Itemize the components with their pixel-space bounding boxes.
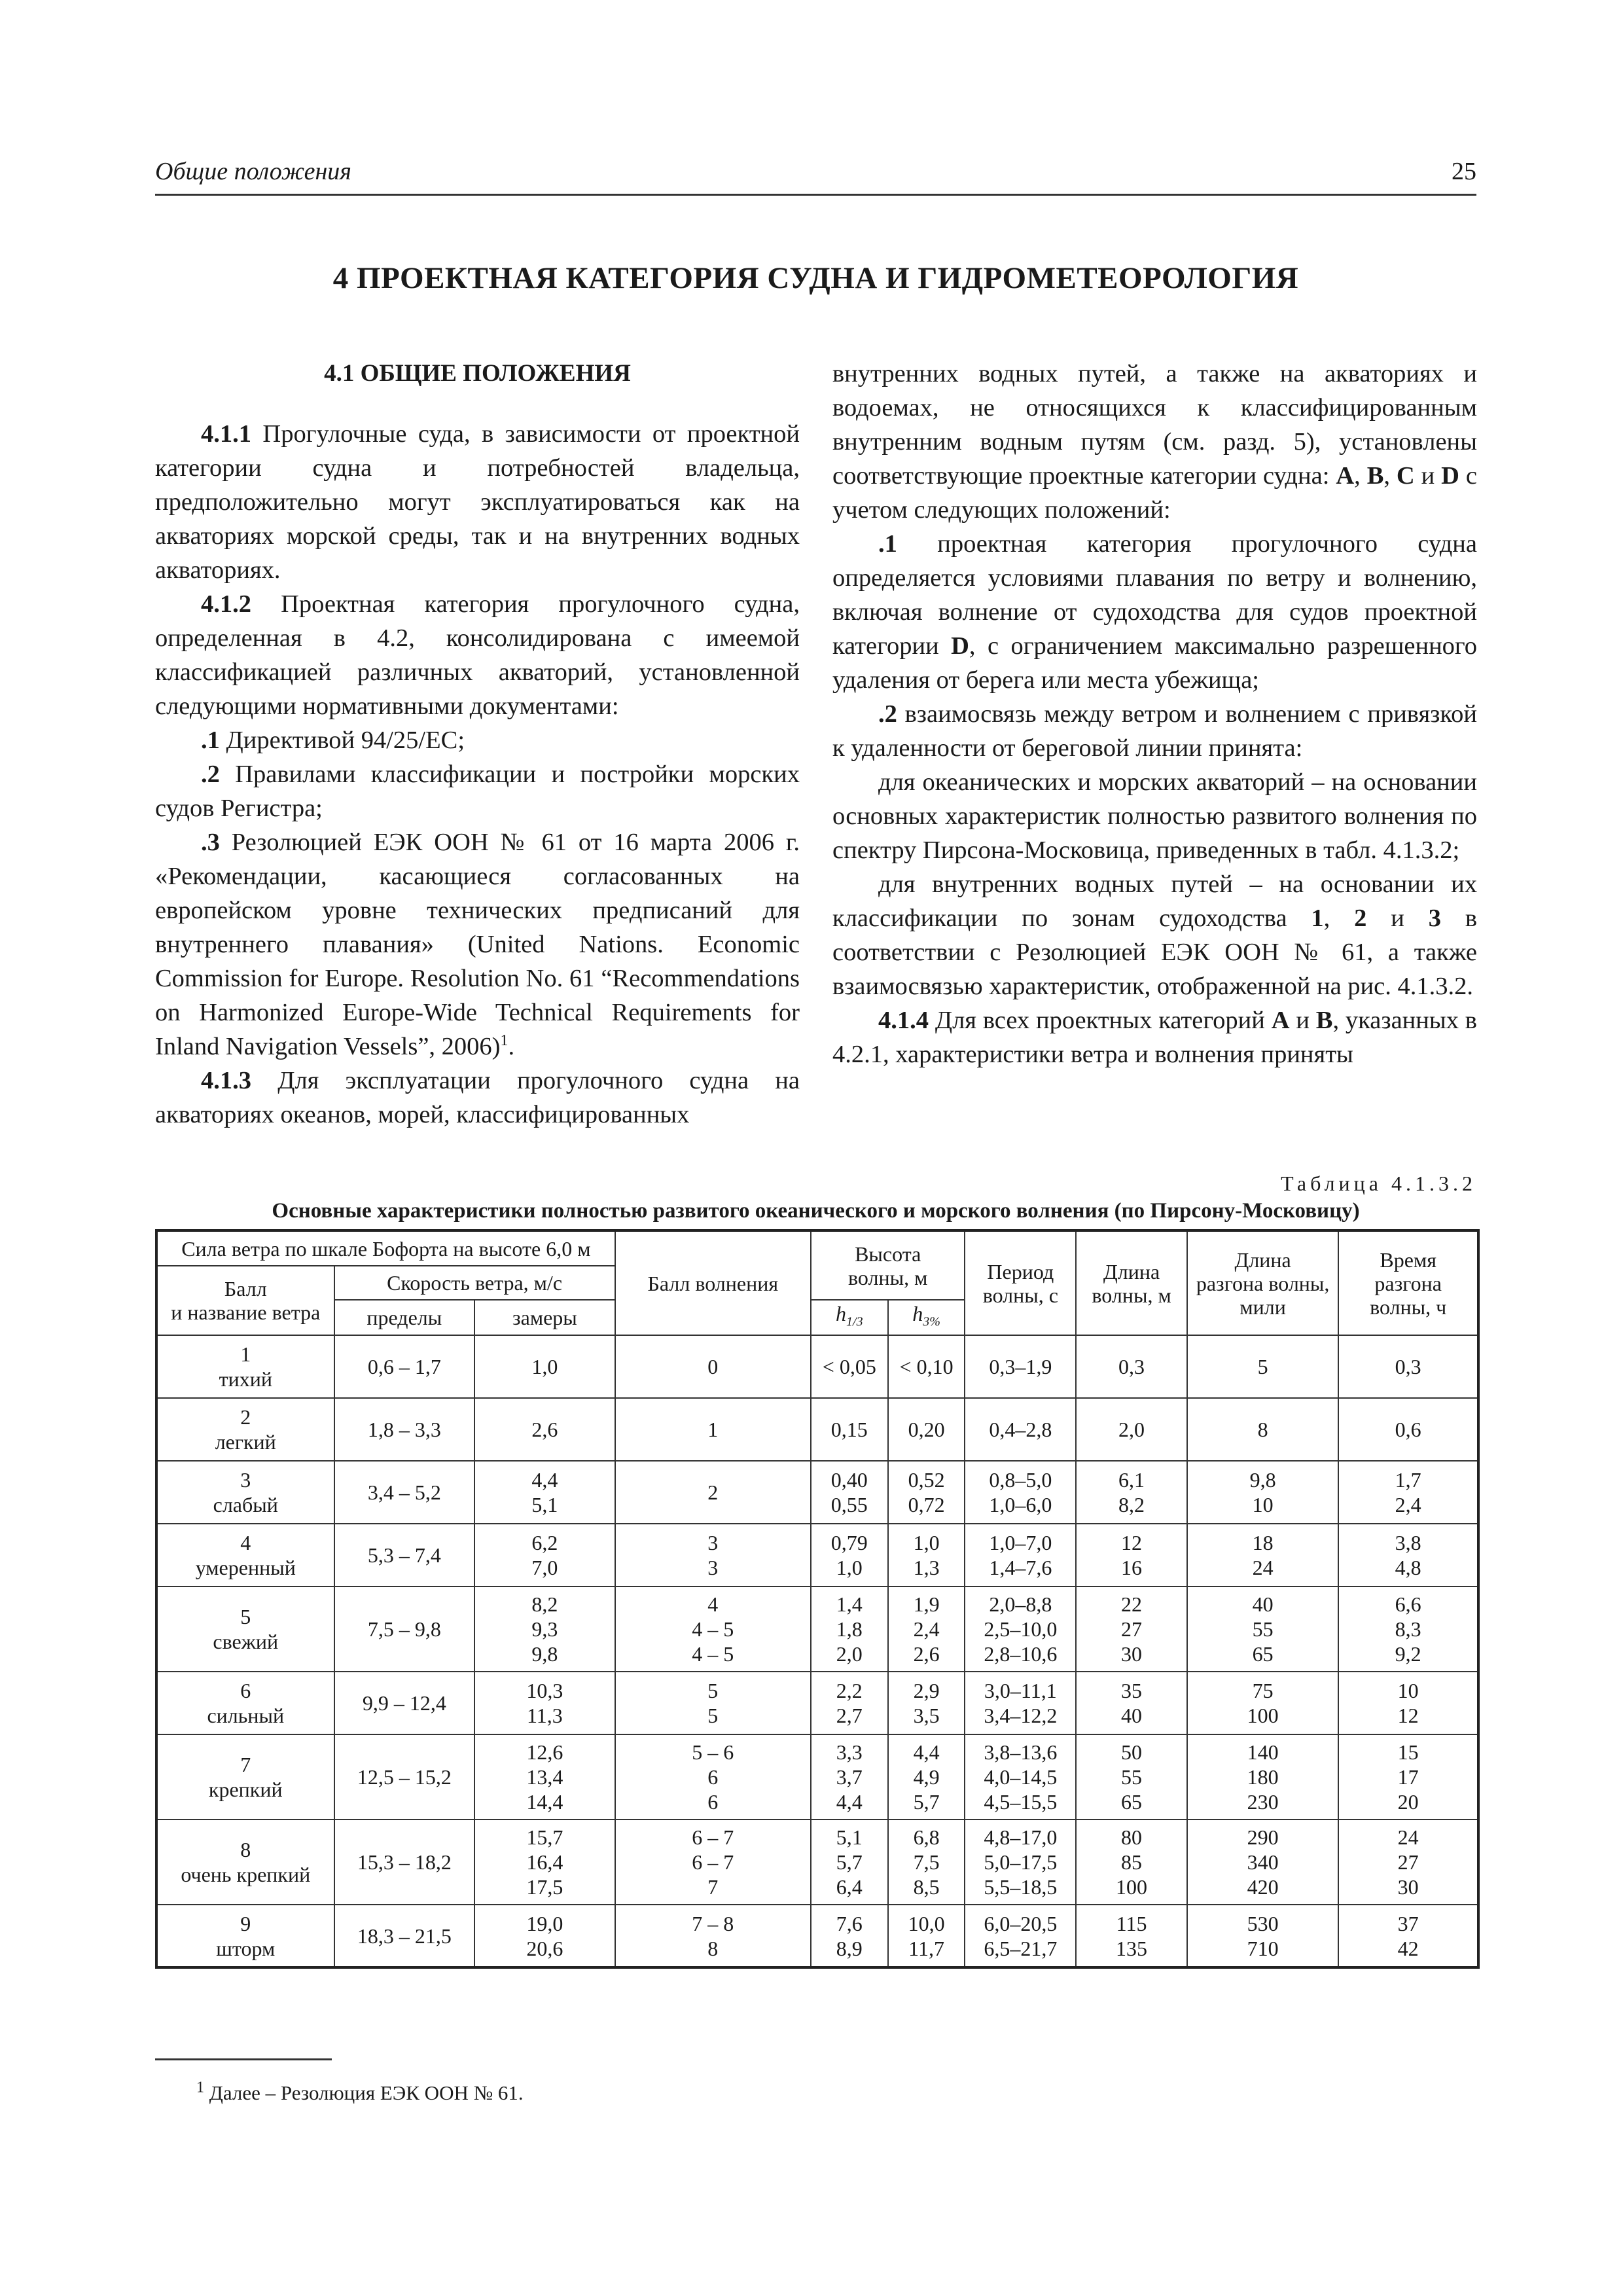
cell-wave: 0 [615, 1335, 811, 1398]
cell-h13: 1,4 1,8 2,0 [811, 1587, 888, 1672]
cell-h13: < 0,05 [811, 1335, 888, 1398]
section-title: 4.1 ОБЩИЕ ПОЛОЖЕНИЯ [324, 360, 631, 387]
cell-fetch: 530 710 [1187, 1905, 1338, 1967]
list-item-3 [155, 825, 800, 1064]
cell-h3: 0,52 0,72 [888, 1461, 965, 1524]
category-c: С [1396, 462, 1415, 490]
cell-measured: 8,2 9,3 9,8 [474, 1587, 615, 1672]
cell-ball: 1 тихий [156, 1335, 334, 1398]
cell-h3: 10,0 11,7 [888, 1905, 965, 1967]
header-h13 [811, 1300, 888, 1335]
table-caption: Основные характеристики полностью развитого океанического и морского волнения (по Пирсону-Московицу) [272, 1199, 1360, 1223]
header-h3 [888, 1300, 965, 1335]
cell-measured: 4,4 5,1 [474, 1461, 615, 1524]
header-time [1338, 1230, 1478, 1335]
cell-period: 3,0–11,1 3,4–12,2 [965, 1672, 1076, 1734]
paragraph-4-1-2 [155, 587, 800, 723]
cell-time: 3,8 4,8 [1338, 1524, 1478, 1587]
clause-number: 4.1.1 [201, 420, 251, 448]
cell-limits: 5,3 – 7,4 [334, 1524, 475, 1587]
cell-ball: 2 легкий [156, 1398, 334, 1461]
header-wind-group: Сила ветра по шкале Бофорта на высоте 6,0 м [156, 1230, 615, 1266]
cell-wave: 2 [615, 1461, 811, 1524]
cell-ball: 5 свежий [156, 1587, 334, 1672]
chapter-title: 4 ПРОЕКТНАЯ КАТЕГОРИЯ СУДНА И ГИДРОМЕТЕОРОЛОГИЯ [332, 261, 1299, 295]
cell-limits: 1,8 – 3,3 [334, 1398, 475, 1461]
paragraph-4-1-4 [832, 1003, 1477, 1071]
table-body [156, 1335, 1478, 1967]
cell-length: 35 40 [1076, 1672, 1187, 1734]
cell-length: 0,3 [1076, 1335, 1187, 1398]
right-column [832, 357, 1477, 1071]
cell-time: 10 12 [1338, 1672, 1478, 1734]
cell-period: 2,0–8,8 2,5–10,0 2,8–10,6 [965, 1587, 1076, 1672]
cell-fetch: 40 55 65 [1187, 1587, 1338, 1672]
separator: , [1383, 462, 1397, 490]
cell-period: 1,0–7,0 1,4–7,6 [965, 1524, 1076, 1587]
paragraph-inland [832, 867, 1477, 1003]
cell-limits: 7,5 – 9,8 [334, 1587, 475, 1672]
paragraph-text: Для всех проектных категорий [929, 1007, 1272, 1034]
table-label: Таблица 4.1.3.2 [1281, 1172, 1476, 1195]
cell-length: 115 135 [1076, 1905, 1187, 1967]
cell-h13: 3,3 3,7 4,4 [811, 1734, 888, 1820]
item-text: проектная категория прогулочного судна определяется условиями плавания по ветру и волнению, включая волнение от судоходства для судов проектной категории [832, 530, 1477, 660]
cell-time: 0,6 [1338, 1398, 1478, 1461]
list-item-r2 [832, 697, 1477, 765]
cell-measured: 1,0 [474, 1335, 615, 1398]
cell-fetch: 8 [1187, 1398, 1338, 1461]
category-d: D [1441, 462, 1459, 490]
cell-period: 4,8–17,0 5,0–17,5 5,5–18,5 [965, 1820, 1076, 1905]
separator: и [1366, 905, 1429, 932]
table-row [156, 1820, 1478, 1905]
h-symbol: h [836, 1302, 847, 1325]
cell-measured: 2,6 [474, 1398, 615, 1461]
cell-limits: 12,5 – 15,2 [334, 1734, 475, 1820]
cell-fetch: 9,8 10 [1187, 1461, 1338, 1524]
zone-1: 1 [1311, 905, 1324, 932]
cell-time: 1,7 2,4 [1338, 1461, 1478, 1524]
cell-time: 24 27 30 [1338, 1820, 1478, 1905]
zone-3: 3 [1428, 905, 1441, 932]
footnote-text: Далее – Резолюция ЕЭК ООН № 61. [204, 2081, 524, 2104]
left-column [155, 357, 800, 1132]
separator: , [1354, 462, 1367, 490]
cell-wave: 1 [615, 1398, 811, 1461]
paragraph-text: Проектная категория прогулочного судна, определенная в 4.2, консолидирована с имеемой классификацией различных акваторий, установленной следующими нормативными документами: [155, 590, 800, 720]
item-number: .2 [878, 700, 897, 728]
cell-fetch: 75 100 [1187, 1672, 1338, 1734]
header-ball-name-text: Балл и название ветра [171, 1277, 321, 1325]
cell-fetch: 140 180 230 [1187, 1734, 1338, 1820]
running-header [155, 157, 1476, 196]
header-period [965, 1230, 1076, 1335]
table-row [156, 1587, 1478, 1672]
item-end: . [508, 1033, 515, 1060]
cell-period: 3,8–13,6 4,0–14,5 4,5–15,5 [965, 1734, 1076, 1820]
paragraph-text: в соответствии с Резолюцией ЕЭК ООН № 61, а также взаимосвязью характеристик, отображенной на рис. 4.1.3.2. [832, 905, 1478, 1000]
paragraph-text: для внутренних водных путей – на основании их классификации по зонам судоходства [832, 870, 1477, 932]
table-row [156, 1524, 1478, 1587]
cell-measured: 6,2 7,0 [474, 1524, 615, 1587]
cell-h13: 5,1 5,7 6,4 [811, 1820, 888, 1905]
list-item-r1 [832, 527, 1477, 697]
cell-h13: 7,6 8,9 [811, 1905, 888, 1967]
cell-length: 2,0 [1076, 1398, 1187, 1461]
item-text: Правилами классификации и постройки морских судов Регистра; [155, 761, 800, 822]
h-symbol: h [912, 1302, 923, 1325]
cell-h13: 0,40 0,55 [811, 1461, 888, 1524]
cell-wave: 3 3 [615, 1524, 811, 1587]
cell-fetch: 5 [1187, 1335, 1338, 1398]
cell-h13: 0,79 1,0 [811, 1524, 888, 1587]
category-a: А [1271, 1007, 1290, 1034]
cell-h13: 0,15 [811, 1398, 888, 1461]
cell-limits: 15,3 – 18,2 [334, 1820, 475, 1905]
cell-h3: 0,20 [888, 1398, 965, 1461]
cell-wave: 5 – 6 6 6 [615, 1734, 811, 1820]
zone-2: 2 [1354, 905, 1367, 932]
header-limits: пределы [334, 1300, 475, 1335]
cell-h3: 6,8 7,5 8,5 [888, 1820, 965, 1905]
cell-limits: 9,9 – 12,4 [334, 1672, 475, 1734]
category-b: В [1366, 462, 1384, 490]
footnote [196, 2081, 524, 2105]
item-text: , с ограничением максимально разрешенного удаления от берега или места убежища; [832, 632, 1478, 694]
separator: и [1414, 462, 1442, 490]
cell-h3: 4,4 4,9 5,7 [888, 1734, 965, 1820]
cell-limits: 0,6 – 1,7 [334, 1335, 475, 1398]
header-wave-height [811, 1230, 965, 1300]
separator: и [1289, 1007, 1316, 1034]
cell-fetch: 290 340 420 [1187, 1820, 1338, 1905]
header-fetch [1187, 1230, 1338, 1335]
item-text: Резолюцией ЕЭК ООН № 61 от 16 марта 2006 г. «Рекомендации, касающиеся согласованных на европейском уровне технических предписаний для внутреннего плавания» (United Nations. Economic Commission for Europe. Resolution No. 61 “Recommendations on Harmonized Europe-Wide Technical Requirements for Inland Navigation Vessels”, 2006) [155, 829, 800, 1060]
cell-measured: 19,0 20,6 [474, 1905, 615, 1967]
paragraph-text: внутренних водных путей, а также на акваториях и водоемах, не относящихся к классифицированным внутренним водным путям (см. разд. 5), установлены соответствующие проектные категории судна: [832, 360, 1477, 490]
header-measured: замеры [474, 1300, 615, 1335]
cell-length: 22 27 30 [1076, 1587, 1187, 1672]
paragraph-4-1-1 [155, 417, 800, 587]
list-item-1 [155, 723, 800, 757]
cell-length: 12 16 [1076, 1524, 1187, 1587]
cell-wave: 5 5 [615, 1672, 811, 1734]
paragraph-text: с учетом следующих положений: [832, 462, 1477, 524]
footnote-marker: 1 [196, 2079, 204, 2096]
cell-period: 0,8–5,0 1,0–6,0 [965, 1461, 1076, 1524]
header-time-text: Время разгона волны, ч [1370, 1247, 1447, 1319]
paragraph-continuation [832, 357, 1477, 527]
cell-measured: 10,3 11,3 [474, 1672, 615, 1734]
cell-wave: 7 – 8 8 [615, 1905, 811, 1967]
cell-h13: 2,2 2,7 [811, 1672, 888, 1734]
item-text: Директивой 94/25/EC; [219, 726, 465, 754]
table-row [156, 1398, 1478, 1461]
h13-subscript: 1/3 [846, 1314, 863, 1329]
cell-period: 0,3–1,9 [965, 1335, 1076, 1398]
cell-wave: 4 4 – 5 4 – 5 [615, 1587, 811, 1672]
header-length-text: Длина волны, м [1092, 1259, 1171, 1307]
header-wave-height-text: Высота волны, м [848, 1242, 928, 1289]
cell-period: 0,4–2,8 [965, 1398, 1076, 1461]
cell-measured: 15,7 16,4 17,5 [474, 1820, 615, 1905]
paragraph-text: Прогулочные суда, в зависимости от проектной категории судна и потребностей владельца, предположительно могут эксплуатироваться как на акваториях морской среды, так и на внутренних водных акваториях. [155, 420, 800, 584]
cell-length: 50 55 65 [1076, 1734, 1187, 1820]
separator: , [1323, 905, 1355, 932]
category-b: В [1315, 1007, 1333, 1034]
cell-h3: 1,9 2,4 2,6 [888, 1587, 965, 1672]
cell-measured: 12,6 13,4 14,4 [474, 1734, 615, 1820]
cell-limits: 3,4 – 5,2 [334, 1461, 475, 1524]
clause-number: 4.1.2 [201, 590, 251, 618]
cell-ball: 6 сильный [156, 1672, 334, 1734]
paragraph-4-1-3 [155, 1064, 800, 1132]
category-d: D [951, 632, 969, 660]
footnote-separator [155, 2058, 332, 2060]
table-row [156, 1734, 1478, 1820]
header-wave-ball: Балл волнения [615, 1230, 811, 1335]
cell-ball: 8 очень крепкий [156, 1820, 334, 1905]
wave-characteristics-table [155, 1229, 1480, 1969]
cell-length: 6,1 8,2 [1076, 1461, 1187, 1524]
item-number: .2 [201, 761, 220, 788]
cell-period: 6,0–20,5 6,5–21,7 [965, 1905, 1076, 1967]
paragraph-text: Для эксплуатации прогулочного судна на акваториях океанов, морей, классифицированных [155, 1067, 800, 1128]
table-row [156, 1335, 1478, 1398]
cell-ball: 3 слабый [156, 1461, 334, 1524]
paragraph-oceanic: для океанических и морских акваторий – на основании основных характеристик полностью развитого волнения по спектру Пирсона-Московица, приведенных в табл. 4.1.3.2; [832, 768, 1477, 864]
header-fetch-text: Длина разгона волны, мили [1196, 1247, 1330, 1319]
cell-wave: 6 – 7 6 – 7 7 [615, 1820, 811, 1905]
paragraph-text: , указанных в 4.2.1, характеристики ветра и волнения приняты [832, 1007, 1477, 1068]
clause-number: 4.1.4 [878, 1007, 929, 1034]
cell-h3: 2,9 3,5 [888, 1672, 965, 1734]
cell-limits: 18,3 – 21,5 [334, 1905, 475, 1967]
cell-time: 37 42 [1338, 1905, 1478, 1967]
cell-ball: 9 шторм [156, 1905, 334, 1967]
cell-ball: 7 крепкий [156, 1734, 334, 1820]
table-row [156, 1905, 1478, 1967]
header-speed-group: Скорость ветра, м/с [334, 1266, 615, 1300]
header-period-text: Период волны, с [982, 1259, 1058, 1307]
cell-h3: 1,0 1,3 [888, 1524, 965, 1587]
cell-fetch: 18 24 [1187, 1524, 1338, 1587]
h3-subscript: 3% [923, 1314, 940, 1329]
cell-time: 15 17 20 [1338, 1734, 1478, 1820]
footnote-ref: 1 [500, 1032, 508, 1050]
running-header-section: Общие положения [155, 158, 351, 185]
item-number: .3 [201, 829, 220, 856]
item-text: взаимосвязь между ветром и волнением с привязкой к удаленности от береговой линии принята: [832, 700, 1477, 762]
cell-time: 0,3 [1338, 1335, 1478, 1398]
header-length [1076, 1230, 1187, 1335]
table-row [156, 1461, 1478, 1524]
clause-number: 4.1.3 [201, 1067, 251, 1094]
cell-ball: 4 умеренный [156, 1524, 334, 1587]
item-number: .1 [878, 530, 897, 558]
header-ball-name [156, 1266, 334, 1335]
category-a: А [1336, 462, 1355, 490]
cell-h3: < 0,10 [888, 1335, 965, 1398]
page-number: 25 [1452, 158, 1476, 185]
list-item-2 [155, 757, 800, 825]
cell-length: 80 85 100 [1076, 1820, 1187, 1905]
table-row [156, 1672, 1478, 1734]
cell-time: 6,6 8,3 9,2 [1338, 1587, 1478, 1672]
item-number: .1 [201, 726, 220, 754]
